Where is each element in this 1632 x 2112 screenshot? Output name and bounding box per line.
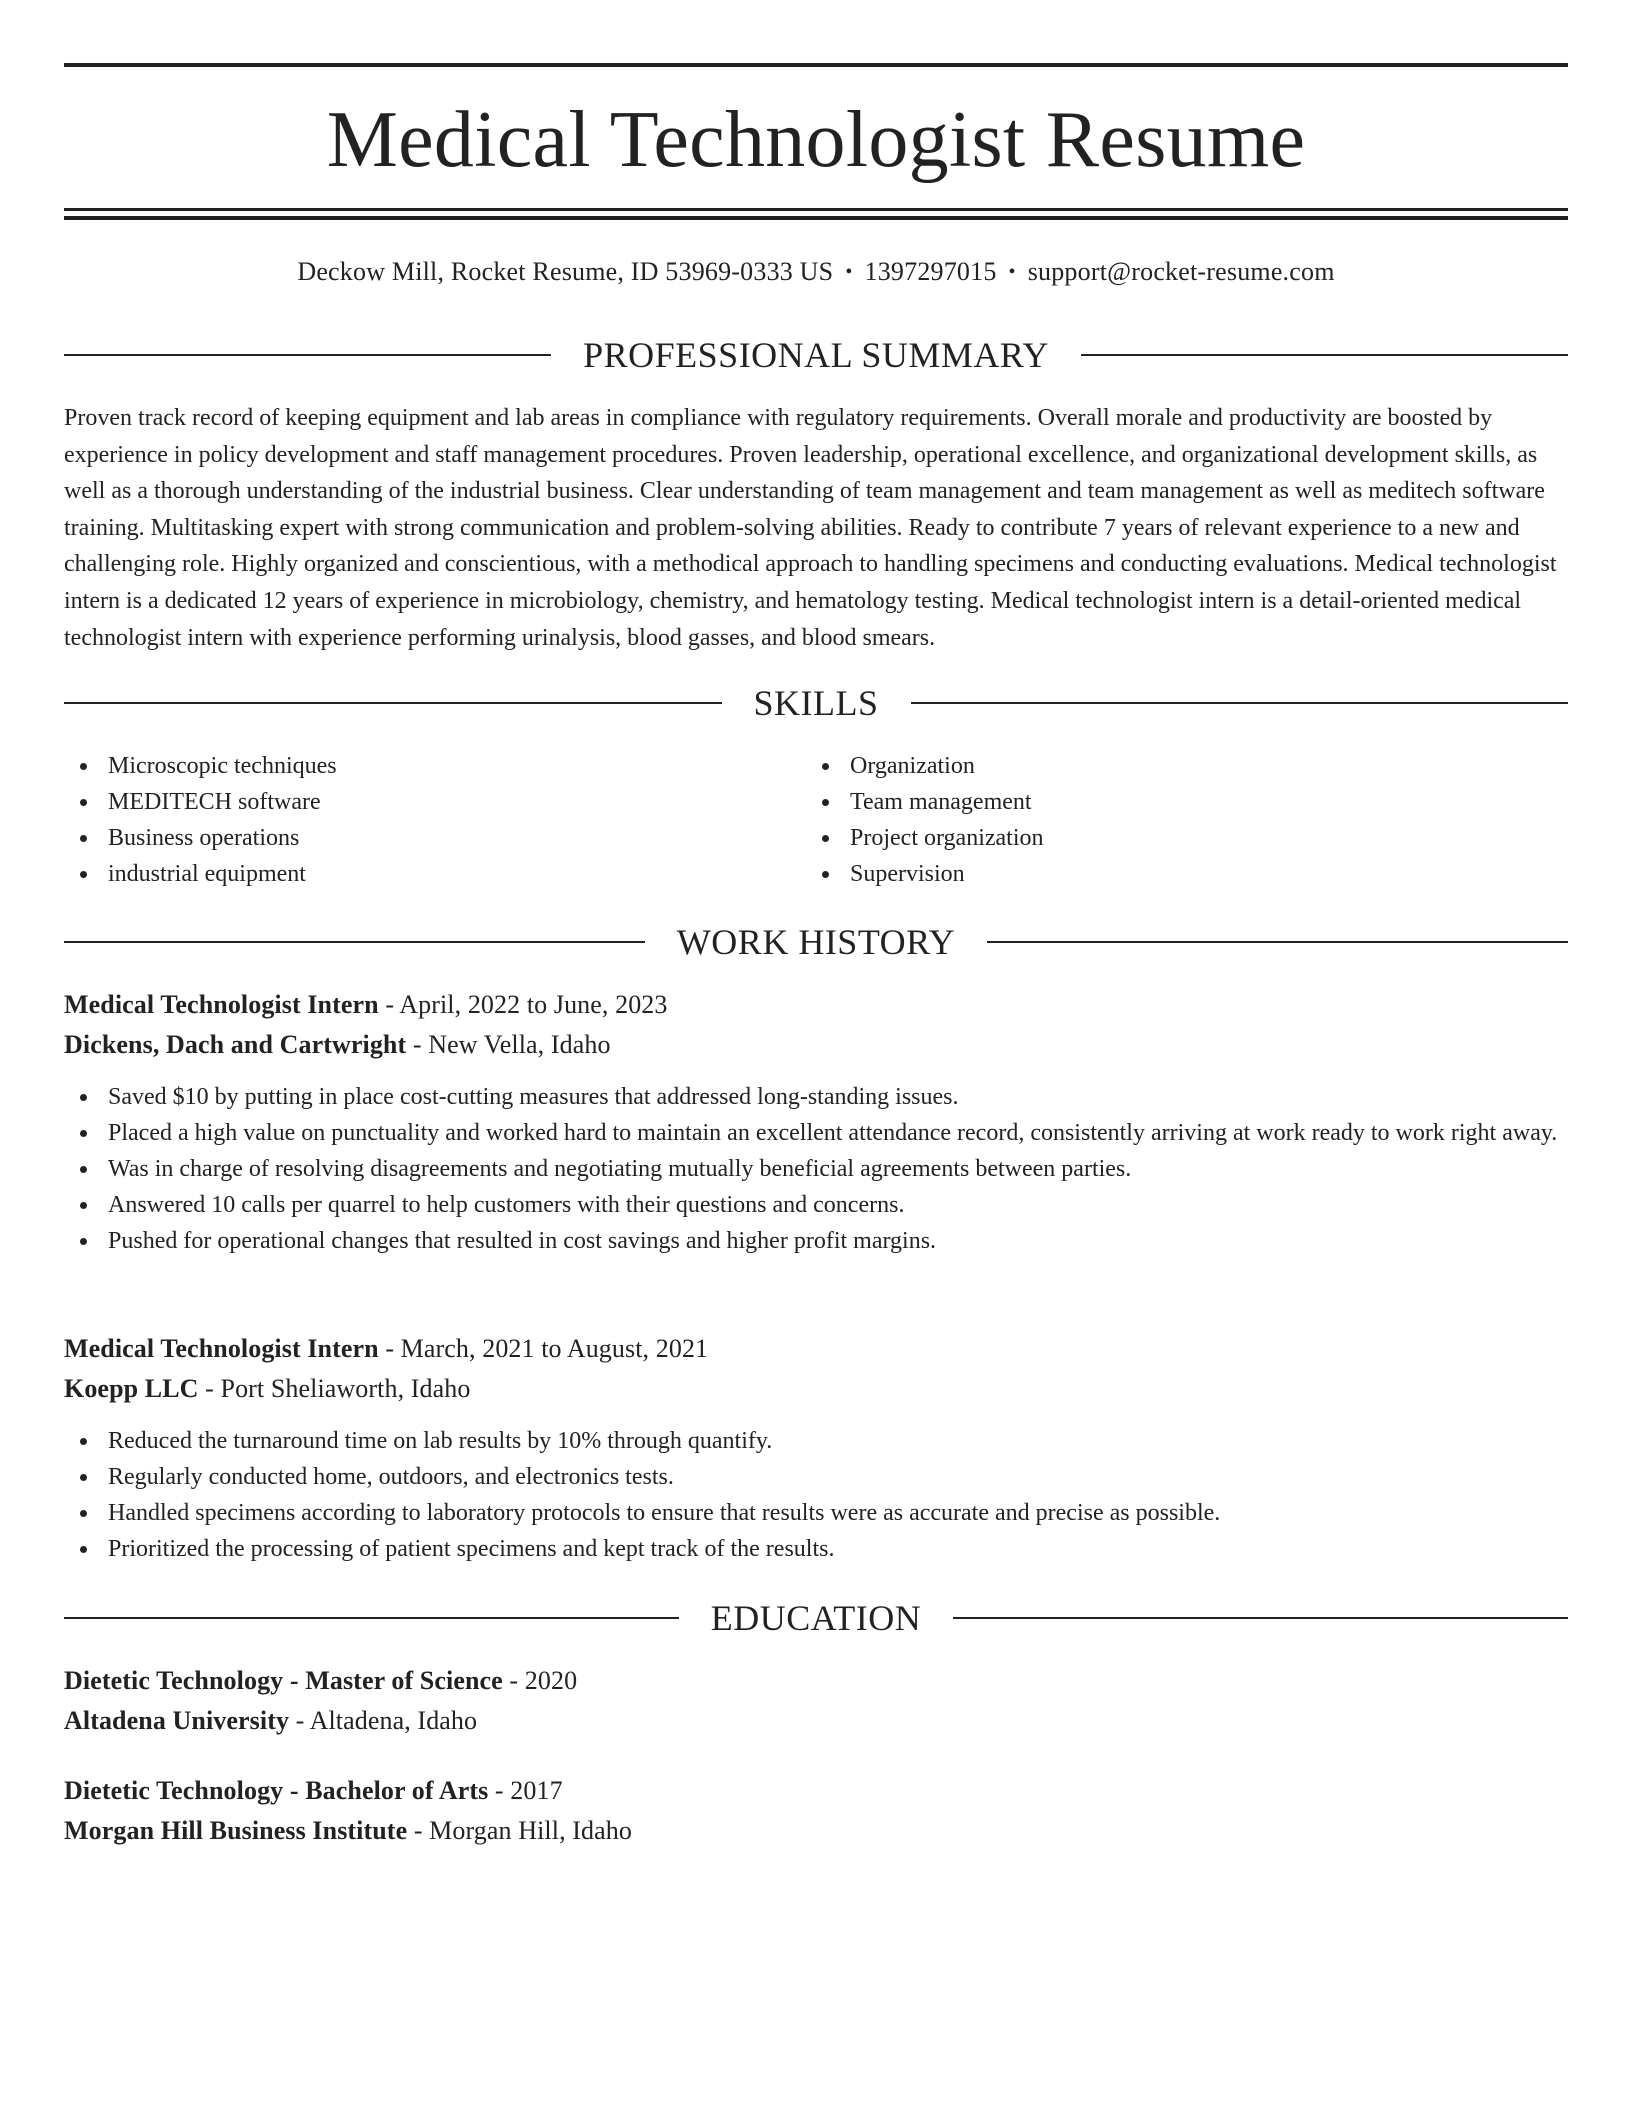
heading-rule-left (64, 1617, 679, 1619)
contact-address: Deckow Mill, Rocket Resume, ID 53969-0333 US (297, 257, 834, 286)
job-title-line (64, 985, 1568, 1025)
education-location: - Altadena, Idaho (289, 1706, 478, 1735)
header-bottom-rule-thin (64, 208, 1568, 211)
education-school: Altadena University (64, 1706, 290, 1735)
education-year: - 2017 (488, 1776, 563, 1805)
heading-rule-right (911, 702, 1569, 704)
skills-list-left (64, 748, 764, 892)
job-bullet: Answered 10 calls per quarrel to help customers with their questions and concerns. (64, 1187, 1568, 1223)
education-year: - 2020 (502, 1666, 578, 1695)
contact-separator: • (1008, 261, 1016, 283)
job-company-line (64, 1369, 1568, 1409)
contact-email: support@rocket-resume.com (1027, 257, 1335, 286)
heading-rule-left (64, 354, 551, 356)
skill-item: Supervision (806, 856, 1506, 892)
job-bullet: Placed a high value on punctuality and worked hard to maintain an excellent attendance record, consistently arriving at work ready to work right away. (64, 1115, 1568, 1151)
job-bullet-list (64, 1079, 1568, 1259)
education-location: - Morgan Hill, Idaho (407, 1816, 632, 1845)
work-section-heading (64, 920, 1568, 964)
contact-separator: • (845, 261, 853, 283)
skill-item: Project organization (806, 820, 1506, 856)
skills-heading-text: SKILLS (753, 683, 879, 723)
job-bullet: Saved $10 by putting in place cost-cutting measures that addressed long-standing issues. (64, 1079, 1568, 1115)
job-company: Dickens, Dach and Cartwright (64, 1030, 407, 1059)
skill-item: Team management (806, 784, 1506, 820)
job-bullet: Prioritized the processing of patient specimens and kept track of the results. (64, 1531, 1568, 1567)
education-school-line (64, 1811, 1568, 1851)
education-degree: Dietetic Technology - Master of Science (64, 1666, 503, 1695)
education-heading-text: EDUCATION (710, 1598, 922, 1638)
education-degree-line (64, 1661, 1568, 1701)
job-bullet-list (64, 1423, 1568, 1567)
job-location: - New Vella, Idaho (406, 1030, 611, 1059)
job-bullet: Pushed for operational changes that resulted in cost savings and higher profit margins. (64, 1223, 1568, 1259)
summary-section-heading (64, 333, 1568, 377)
heading-rule-left (64, 702, 722, 704)
skill-item: Organization (806, 748, 1506, 784)
job-dates: - April, 2022 to June, 2023 (378, 990, 668, 1019)
skill-item: Business operations (64, 820, 764, 856)
summary-heading-text: PROFESSIONAL SUMMARY (583, 335, 1049, 375)
skill-item: Microscopic techniques (64, 748, 764, 784)
contact-line (64, 255, 1568, 289)
header-bottom-rule-thick (64, 216, 1568, 220)
contact-phone: 1397297015 (864, 257, 997, 286)
heading-rule-right (987, 941, 1568, 943)
skill-item: MEDITECH software (64, 784, 764, 820)
education-school: Morgan Hill Business Institute (64, 1816, 408, 1845)
job-company-line (64, 1025, 1568, 1065)
summary-paragraph: Proven track record of keeping equipment and lab areas in compliance with regulatory requirements. Overall morale and productivity are boosted by experience in policy development and staff management procedures. Proven leadership, operational excellence, and organizational development skills, as well as a thorough understanding of the industrial business. Clear understanding of team management and team management as well as meditech software training. Multitasking expert with strong communication and problem-solving abilities. Ready to contribute 7 years of relevant experience to a new and challenging role. Highly organized and conscientious, with a methodical approach to handling specimens and conducting evaluations. Medical technologist intern is a dedicated 12 years of experience in microbiology, chemistry, and hematology testing. Medical technologist intern is a detail-oriented medical technologist intern with experience performing urinalysis, blood gasses, and blood smears. (64, 405, 1557, 651)
job-bullet: Regularly conducted home, outdoors, and electronics tests. (64, 1459, 1568, 1495)
skills-section-heading (64, 681, 1568, 725)
skills-list-right (806, 748, 1506, 892)
job-title: Medical Technologist Intern (64, 990, 379, 1019)
job-title: Medical Technologist Intern (64, 1334, 379, 1363)
skill-item: industrial equipment (64, 856, 764, 892)
education-degree-line (64, 1771, 1568, 1811)
heading-rule-right (953, 1617, 1568, 1619)
resume-title: Medical Technologist Resume (326, 96, 1306, 184)
job-location: - Port Sheliaworth, Idaho (198, 1374, 471, 1403)
job-bullet: Handled specimens according to laboratory protocols to ensure that results were as accurate and precise as possible. (64, 1495, 1568, 1531)
header-top-rule (64, 63, 1568, 67)
job-dates: - March, 2021 to August, 2021 (378, 1334, 709, 1363)
education-school-line (64, 1701, 1568, 1741)
work-heading-text: WORK HISTORY (676, 922, 956, 962)
job-bullet: Was in charge of resolving disagreements and negotiating mutually beneficial agreements between parties. (64, 1151, 1568, 1187)
job-title-line (64, 1329, 1568, 1369)
education-section-heading (64, 1596, 1568, 1640)
job-company: Koepp LLC (64, 1374, 199, 1403)
education-degree: Dietetic Technology - Bachelor of Arts (64, 1776, 489, 1805)
heading-rule-right (1081, 354, 1568, 356)
job-bullet: Reduced the turnaround time on lab results by 10% through quantify. (64, 1423, 1568, 1459)
heading-rule-left (64, 941, 645, 943)
